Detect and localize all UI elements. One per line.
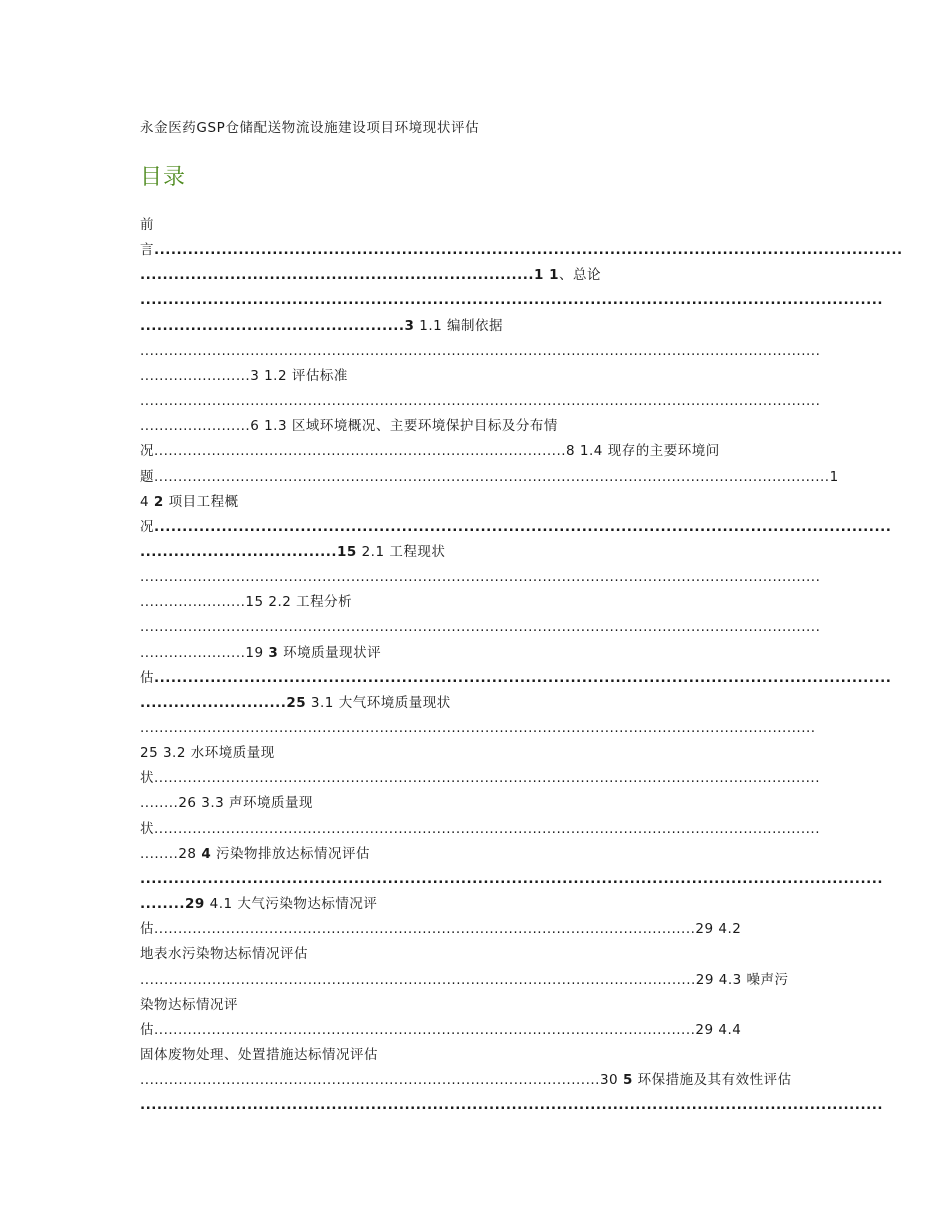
toc-text: ....................................................................................................................29 4.3 噪声污 (140, 971, 789, 988)
toc-text: 环境质量现状评 (278, 644, 382, 661)
toc-text: 3 (268, 644, 279, 661)
toc-text: .................................................................................................................................... (140, 870, 883, 887)
toc-text: .......................6 1.3 区域环境概况、主要环境保护目标及分布情 (140, 418, 558, 435)
toc-text: 4 (140, 493, 154, 510)
document-title: 永金医药GSP仓储配送物流设施建设项目环境现状评估 (140, 120, 480, 136)
toc-line (140, 894, 812, 914)
toc-line (140, 919, 812, 939)
toc-text: ............................................................................................................................................. (140, 720, 816, 736)
toc-line (140, 819, 820, 839)
toc-line (140, 1045, 812, 1065)
toc-text: 况 (140, 518, 154, 535)
toc-line (140, 1095, 883, 1115)
toc-text: 4 (201, 845, 212, 862)
toc-line (140, 441, 812, 461)
toc-heading: 目录 (140, 165, 187, 190)
toc-text: ..........................25 (140, 694, 307, 711)
toc-text: 估.................................................................................................................29 4.2 (140, 921, 742, 938)
toc-line (140, 366, 812, 386)
toc-line (140, 995, 812, 1015)
toc-text: 状........................................................................................................................................... (140, 820, 820, 837)
toc-line (140, 643, 812, 663)
toc-line (140, 1020, 812, 1040)
toc-text: ......................15 2.2 工程分析 (140, 594, 353, 611)
toc-text: ........28 (140, 845, 202, 862)
toc-line (140, 844, 812, 864)
toc-text: 染物达标情况评 (140, 996, 238, 1013)
toc-text: 1.1 编制依据 (414, 317, 503, 334)
toc-text: 、总论 (558, 267, 601, 284)
toc-text: ................................................................................................................................... (154, 669, 892, 686)
toc-line (140, 1070, 812, 1090)
toc-line (140, 743, 812, 763)
toc-text: ......................................................................1 1 (140, 267, 559, 284)
toc-text: .................................................................................................................................... (140, 292, 883, 309)
toc-text: 言 (140, 242, 154, 259)
toc-text: 环保措施及其有效性评估 (632, 1072, 792, 1089)
toc-text: 2 (153, 493, 164, 510)
toc-text: .............................................................................................................................................. (140, 619, 821, 636)
toc-line (140, 567, 821, 587)
toc-line (140, 768, 820, 788)
toc-line (140, 341, 821, 361)
toc-text: .............................................................................................................................................. (140, 342, 821, 359)
toc-line (140, 492, 812, 512)
toc-text: 3.1 大气环境质量现状 (306, 694, 451, 711)
toc-line (140, 517, 892, 537)
toc-line (140, 265, 812, 285)
toc-text: 地表水污染物达标情况评估 (140, 946, 308, 963)
toc-text: 估 (140, 669, 154, 686)
toc-text: 5 (622, 1072, 633, 1089)
toc-text: ...............................................3 (140, 317, 415, 334)
toc-text: ........26 3.3 声环境质量现 (140, 795, 314, 812)
toc-text: ........29 (140, 896, 205, 913)
toc-line (140, 215, 812, 235)
toc-line (140, 240, 903, 260)
toc-text: 25 3.2 水环境质量现 (140, 745, 275, 762)
toc-text: 4.1 大气污染物达标情况评 (204, 896, 378, 913)
toc-line (140, 668, 892, 688)
toc-text: .............................................................................................................................................. (140, 569, 821, 586)
toc-text: .............................................................................................................................................. (140, 393, 821, 410)
toc-text: 固体废物处理、处置措施达标情况评估 (140, 1046, 378, 1063)
toc-text: ................................................................................................30 (140, 1072, 623, 1089)
toc-line (140, 944, 812, 964)
toc-text: 状........................................................................................................................................... (140, 770, 820, 787)
toc-text: ..................................................................................................................................... (154, 242, 903, 259)
toc-line (140, 693, 812, 713)
toc-text: 题.............................................................................................................................................1 (140, 468, 839, 485)
toc-line (140, 970, 812, 990)
toc-line (140, 391, 821, 411)
toc-line (140, 718, 816, 738)
toc-text: 污染物排放达标情况评估 (211, 845, 371, 862)
toc-line (140, 869, 883, 889)
toc-line (140, 416, 812, 436)
toc-text: .......................3 1.2 评估标准 (140, 367, 348, 384)
toc-line (140, 290, 883, 310)
toc-text: ......................19 (140, 644, 269, 661)
toc-text: 前 (140, 217, 154, 233)
toc-line (140, 617, 821, 637)
toc-text: ...................................15 (140, 543, 357, 560)
toc-text: .................................................................................................................................... (140, 1097, 883, 1114)
toc-text: 况......................................................................................8 1.4 现存的主要环境问 (140, 443, 720, 460)
toc-text: ................................................................................................................................... (154, 518, 892, 535)
toc-line (140, 793, 812, 813)
toc-text: 项目工程概 (163, 493, 239, 510)
toc-text: 估.................................................................................................................29 4.4 (140, 1021, 742, 1038)
toc-line (140, 467, 839, 487)
toc-text: 2.1 工程现状 (356, 543, 446, 560)
toc-line (140, 592, 812, 612)
toc-line (140, 316, 812, 336)
toc-line (140, 542, 812, 562)
